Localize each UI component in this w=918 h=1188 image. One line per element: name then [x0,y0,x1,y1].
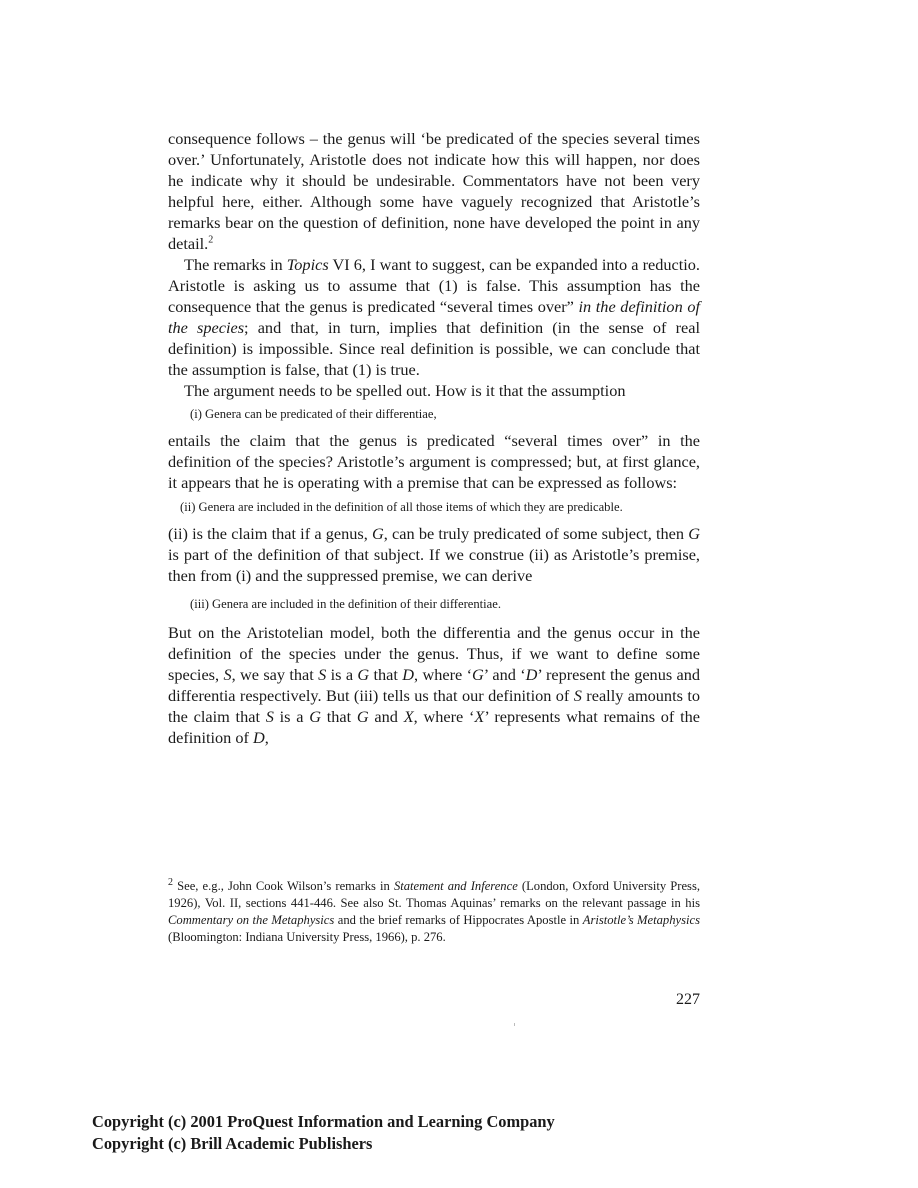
footnote-marker: 2 [168,876,173,888]
p6-d3: D [253,728,265,747]
p6-t8: really amounts to the claim that [168,686,701,726]
p2-text-1: The remarks in [184,255,287,274]
footnote-ref[interactable]: 2 [208,234,214,246]
fn-text-1: See, e.g., John Cook Wilson’s remarks in [173,879,394,893]
p6-t10: that [320,707,357,726]
p6-g3: G [309,707,321,726]
copyright-line-1: Copyright (c) 2001 ProQuest Information and Learning Company [92,1112,555,1131]
fn-title-commentary: Commentary on the Metaphysics [168,913,335,927]
fn-text-3: and the brief remarks of Hippocrates Apostle in [334,913,583,927]
scan-speck [514,1023,515,1026]
example-i: (i) Genera can be predicated of their differentiae, [190,407,437,421]
p6-s4: S [265,707,274,726]
p6-t1: But on the Aristotelian model, both the differentia and the genus occur in the definition of the species under the genus. Thus, if we want to define some species, [168,623,700,684]
p5-var-g2: G [688,524,700,543]
copyright-line-2: Copyright (c) Brill Academic Publishers [92,1134,373,1153]
example-iii: (iii) Genera are included in the definition of their differentiae. [190,597,501,611]
p2-text-3: ; and that, in turn, implies that definition (in the sense of real definition) is impossible. Since real definition is possible, we can conclude that the assumption is false, that (1) is true. [168,318,700,379]
p6-x1: X [403,707,414,726]
p5-var-g1: G [372,524,384,543]
paragraph-5 [168,523,700,586]
p6-t14: , [264,728,269,747]
p2-text-2: VI 6, I want to suggest, can be expanded into a reductio. Aristotle is asking us to assume that (1) is false. This assumption has the consequence that the genus is predicated “several times over” [168,255,700,316]
paragraph-2 [168,254,700,380]
p6-g2: G [472,665,484,684]
p2-italic-topics: Topics [286,255,329,274]
p6-t2: , we say that [231,665,319,684]
fn-title-statement: Statement and Inference [393,879,518,893]
p6-g1: G [357,665,370,684]
p6-d2: D [525,665,538,684]
p2-italic-definition: in the definition of the species [168,297,700,337]
p6-t6: ’ and ‘ [483,665,526,684]
footnote [168,878,700,946]
p5-text-2: , can be truly predicated of some subject, then [383,524,689,543]
p6-g4: G [356,707,369,726]
p6-t9: is a [273,707,310,726]
paragraph-4: entails the claim that the genus is predicated “several times over” in the definition of the species? Aristotle’s argument is compressed; but, at first glance, it appears that he is operating with a premise that can be expressed as follows: [168,431,700,492]
p6-t7: ’ represent the genus and differentia respectively. But (iii) tells us that our definition of [168,665,701,705]
p6-s3: S [573,686,582,705]
fn-text-2: (London, Oxford University Press, 1926), Vol. II, sections 441-446. See also St. Thomas Aquinas’ remarks on the relevant passage in his [168,879,700,910]
paragraph-3: The argument needs to be spelled out. How is it that the assumption [184,381,626,400]
p5-text-3: is part of the definition of that subject. If we construe (ii) as Aristotle’s premise, then from (i) and the suppressed premise, we can derive [168,545,700,585]
p6-t3: is a [326,665,358,684]
paragraph-1-text: consequence follows – the genus will ‘be predicated of the species several times over.’ Unfortunately, Aristotle does not indicate how this will happen, nor does he indicate why it should be undesirable. Commentators have not been very helpful here, either. Although some have vaguely recognized that Aristotle’s remarks bear on the question of definition, none have developed the point in any detail. [168,129,700,253]
paragraph-6 [168,622,700,748]
example-ii: (ii) Genera are included in the definition of all those items of which they are predicable. [180,500,623,514]
p6-t4: that [369,665,403,684]
p6-t12: , where ‘ [413,707,475,726]
paragraph-1 [168,128,700,254]
p6-s1: S [223,665,232,684]
p6-x2: X [474,707,485,726]
page-number: 227 [676,991,700,1008]
p6-s2: S [318,665,327,684]
p6-t11: and [368,707,404,726]
p5-text-1: (ii) is the claim that if a genus, [168,524,372,543]
p6-t13: ’ represents what remains of the definition of [168,707,700,747]
fn-text-4: (Bloomington: Indiana University Press, 1966), p. 276. [168,930,446,944]
p6-d1: D [402,665,415,684]
copyright-notice [92,1111,555,1155]
page-body [168,128,700,748]
fn-title-metaphysics: Aristotle’s Metaphysics [582,913,701,927]
p6-t5: , where ‘ [414,665,473,684]
